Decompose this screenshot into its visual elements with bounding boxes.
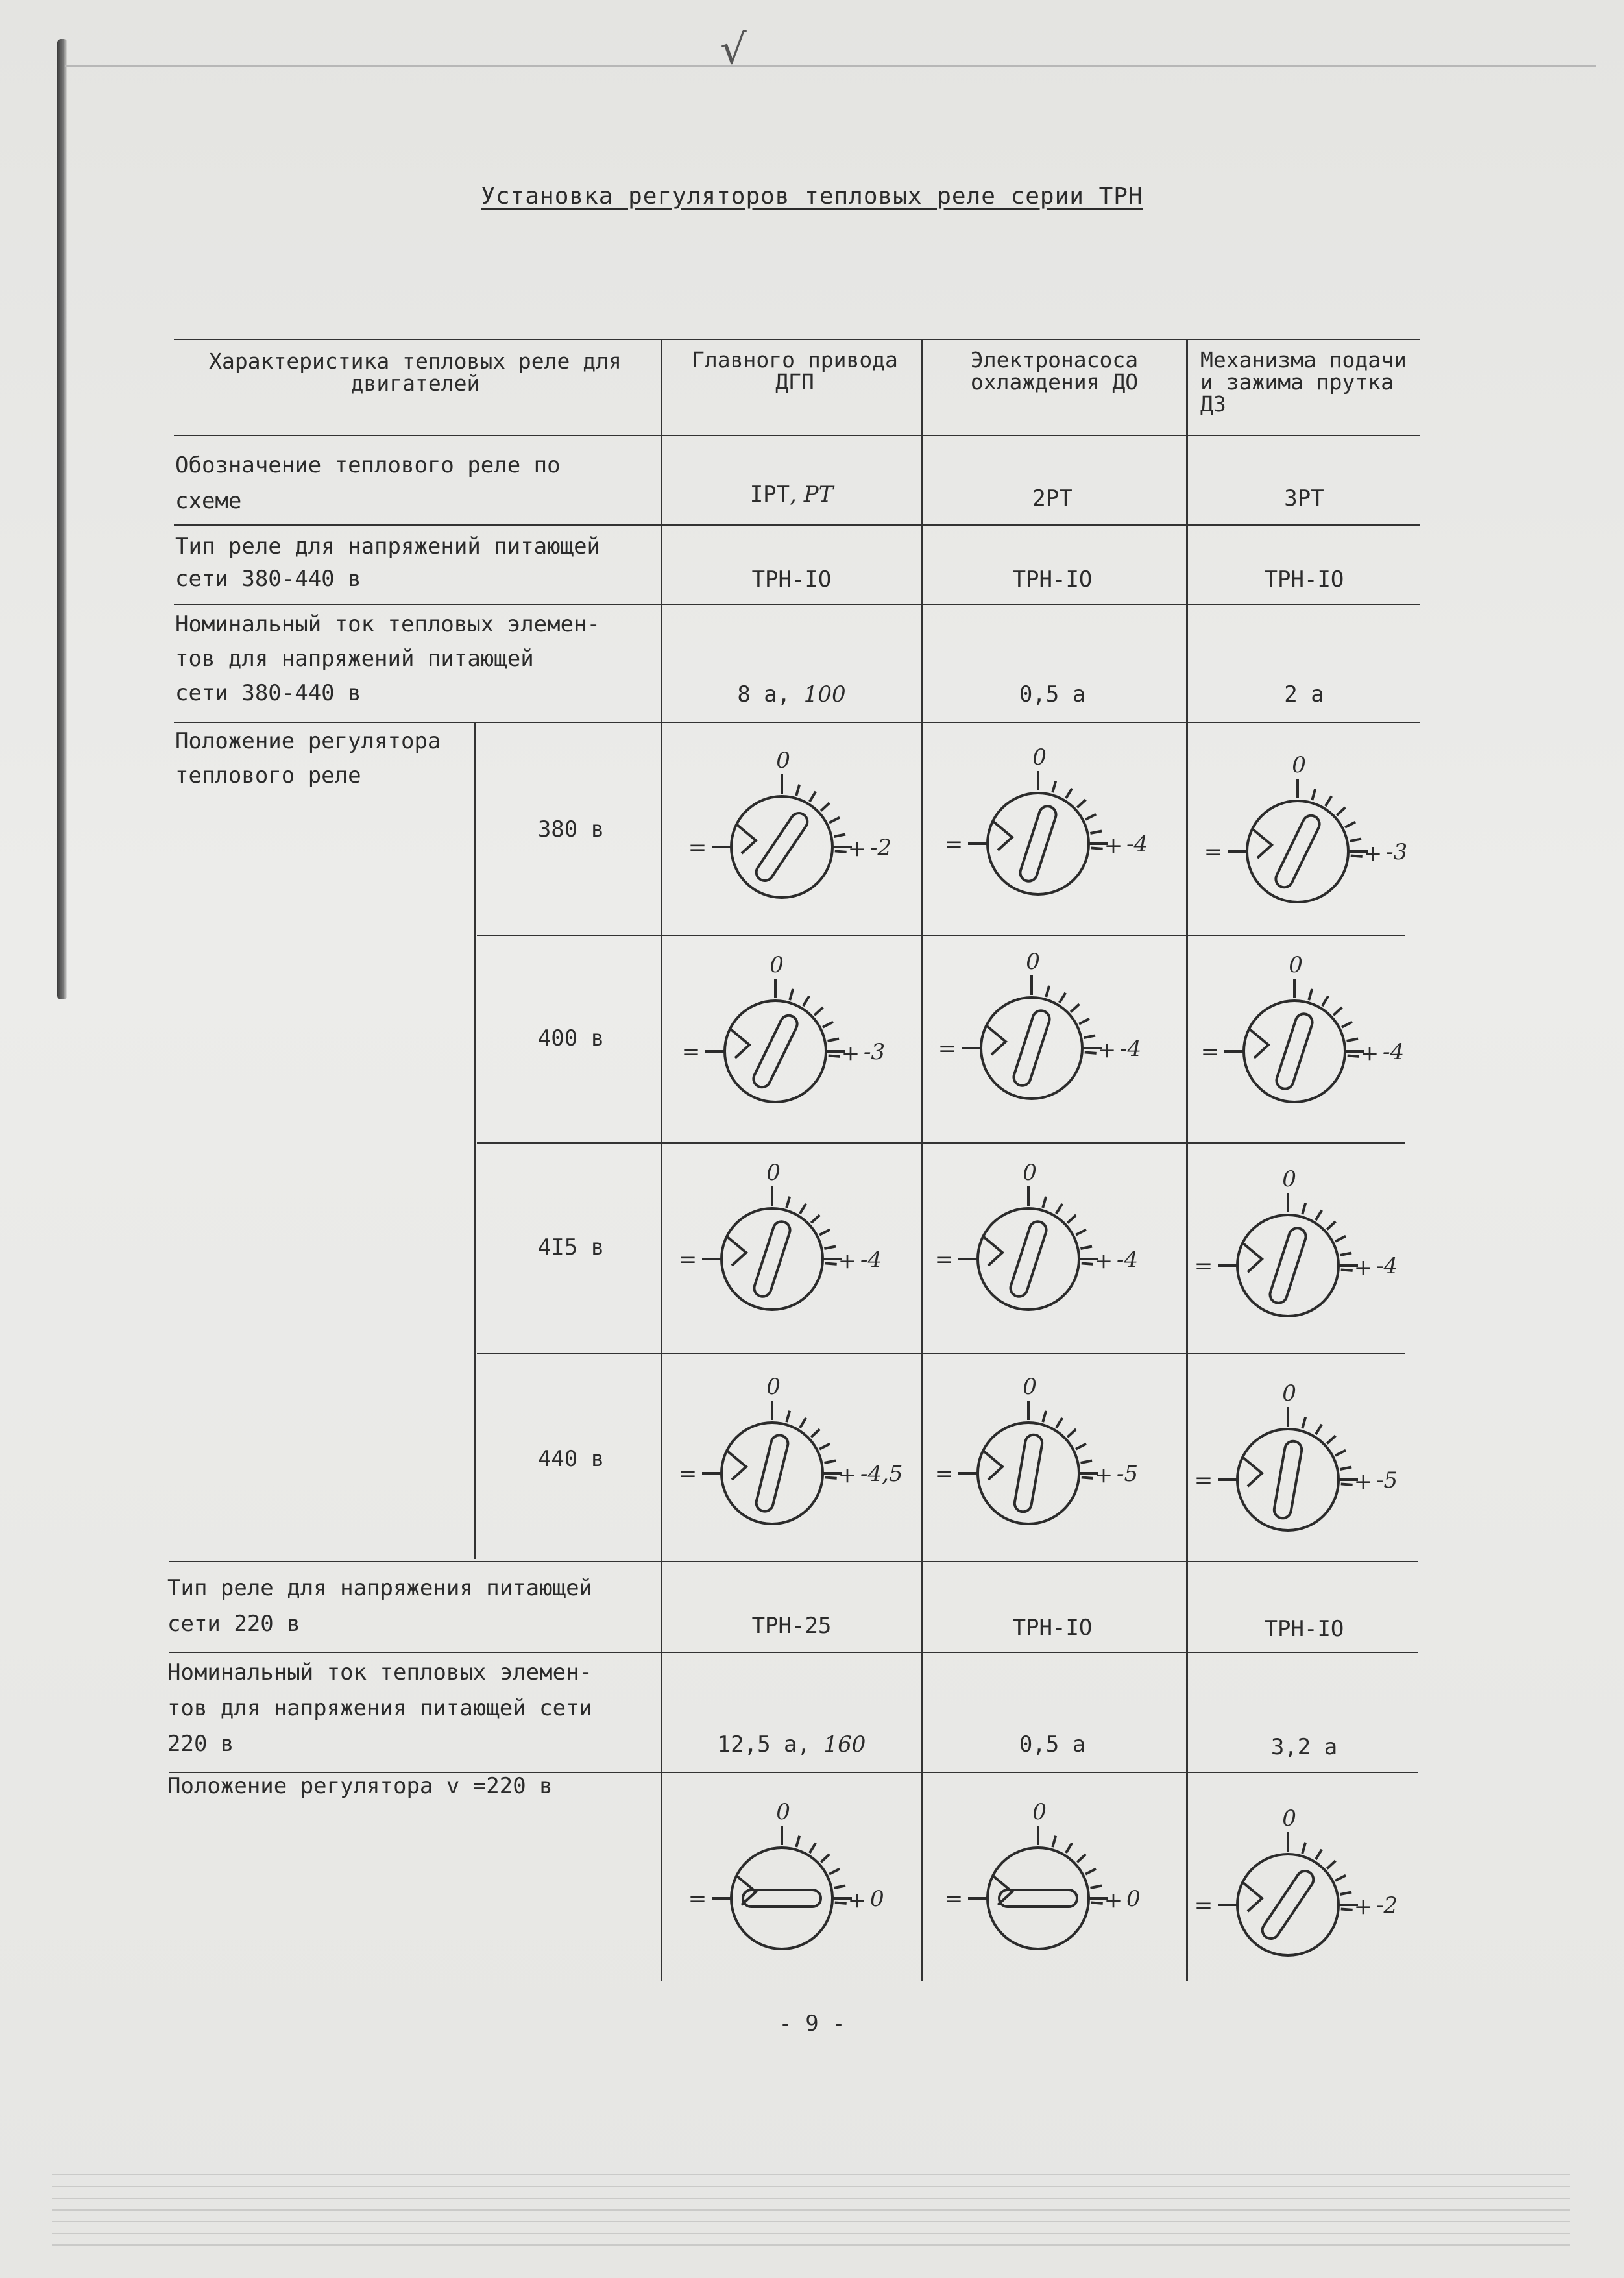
dial-notch bbox=[727, 1451, 746, 1480]
dial-minus-label: = bbox=[934, 1247, 954, 1273]
dial-tick bbox=[1327, 1221, 1335, 1229]
dial-plus-label: + bbox=[1353, 1255, 1373, 1280]
dial-minus-label: = bbox=[1194, 1467, 1213, 1493]
row-current220-label-3: 220 в bbox=[167, 1731, 234, 1757]
current220-main: 12,5 а, 160 bbox=[717, 1732, 866, 1757]
corner-check-mark: √ bbox=[720, 26, 747, 74]
regulator-dial bbox=[1184, 944, 1405, 1139]
dial-minus-label: = bbox=[1194, 1892, 1213, 1918]
header-feed-mechanism: Механизма подачи и зажима прутка ДЗ bbox=[1200, 347, 1407, 417]
dial-circle bbox=[721, 1208, 823, 1310]
regulator-dial bbox=[1178, 1373, 1398, 1567]
dial-plus-label: + bbox=[847, 836, 867, 862]
dial-knob-slot bbox=[755, 1434, 790, 1513]
dial-setting-label: -4 bbox=[860, 1247, 882, 1273]
dial-tick bbox=[1067, 1215, 1076, 1223]
dial-tick bbox=[824, 1246, 836, 1249]
type380-main: ТРН-IO bbox=[751, 567, 832, 593]
dial-tick bbox=[1090, 831, 1102, 833]
dial-tick bbox=[1082, 1263, 1093, 1264]
dial-zero-label: 0 bbox=[776, 1799, 790, 1825]
dial-tick bbox=[796, 785, 799, 796]
dial-tick bbox=[819, 1230, 830, 1235]
regulator-dial bbox=[928, 737, 1148, 931]
scan-top-line bbox=[65, 65, 1596, 67]
dial-zero-label: 0 bbox=[1289, 952, 1303, 978]
dial-tick bbox=[1333, 1007, 1342, 1015]
current380-feed: 2 а bbox=[1284, 681, 1324, 707]
dial-zero-label: 0 bbox=[770, 952, 784, 978]
current220-coolant: 0,5 а bbox=[1019, 1732, 1086, 1757]
current380-main: 8 а, 100 bbox=[737, 681, 846, 707]
type220-feed: ТРН-IO bbox=[1264, 1616, 1344, 1642]
regulator-dial bbox=[921, 941, 1142, 1136]
dial-setting-label: -4 bbox=[1126, 831, 1148, 857]
header-characteristic: Характеристика тепловых реле для двигателей bbox=[209, 349, 622, 396]
dial-minus-label: = bbox=[678, 1461, 697, 1487]
dial-knob-slot bbox=[1013, 1434, 1043, 1513]
dial-tick bbox=[1091, 1902, 1103, 1903]
dial-notch bbox=[983, 1451, 1002, 1480]
dial-knob-slot bbox=[1018, 804, 1058, 883]
row-regulator-label-1: Положение регулятора bbox=[175, 728, 441, 754]
dial-setting-label: -2 bbox=[1376, 1892, 1398, 1918]
dial-plus-label: + bbox=[838, 1462, 857, 1488]
dial-tick bbox=[800, 1418, 806, 1428]
row-type220-label-1: Тип реле для напряжения питающей bbox=[167, 1575, 593, 1601]
dial-tick bbox=[1076, 1230, 1086, 1235]
dial-tick bbox=[810, 792, 816, 802]
dial-tick bbox=[1335, 1451, 1346, 1456]
page-number: - 9 - bbox=[779, 2011, 845, 2037]
regulator-dial bbox=[918, 1152, 1139, 1347]
row-regulator220-label: Положение регулятора v =220 в bbox=[167, 1773, 553, 1799]
regulator-dial bbox=[1178, 1798, 1398, 1992]
dial-tick bbox=[1085, 1052, 1097, 1053]
designation-main: IPT, РТ bbox=[749, 482, 834, 508]
dial-knob-slot bbox=[1273, 1440, 1303, 1520]
dial-tick bbox=[835, 1902, 847, 1903]
row-regulator-label-2: теплового реле bbox=[175, 763, 361, 789]
dial-zero-label: 0 bbox=[1292, 752, 1306, 778]
dial-knob-slot bbox=[1259, 1868, 1317, 1942]
dial-zero-label: 0 bbox=[1032, 1799, 1047, 1825]
dial-minus-label: = bbox=[1200, 1039, 1220, 1065]
row-current220-label-1: Номинальный ток тепловых элемен- bbox=[167, 1660, 593, 1685]
dial-tick bbox=[1348, 1055, 1359, 1056]
dial-plus-label: + bbox=[847, 1887, 867, 1913]
dial-knob-slot bbox=[1268, 1226, 1308, 1305]
dial-notch bbox=[730, 1029, 749, 1058]
dial-plus-label: + bbox=[1094, 1248, 1113, 1274]
dial-tick bbox=[1340, 1253, 1351, 1255]
dial-tick bbox=[1043, 1197, 1046, 1208]
current220-feed: 3,2 а bbox=[1270, 1734, 1338, 1760]
dial-tick bbox=[1327, 1861, 1335, 1868]
dial-tick bbox=[1335, 1236, 1346, 1242]
dial-tick bbox=[786, 1411, 790, 1422]
dial-tick bbox=[1071, 1004, 1079, 1012]
regulator-dial bbox=[662, 1152, 882, 1347]
dial-tick bbox=[1342, 1022, 1352, 1027]
dial-tick bbox=[1350, 839, 1361, 841]
dial-tick bbox=[1327, 1436, 1335, 1443]
dial-setting-label: -5 bbox=[1376, 1467, 1398, 1493]
dial-tick bbox=[829, 818, 840, 823]
dial-tick bbox=[1067, 1429, 1076, 1437]
dial-zero-label: 0 bbox=[766, 1160, 781, 1186]
dial-tick bbox=[1077, 1854, 1085, 1862]
dial-tick bbox=[1043, 1411, 1046, 1422]
dial-tick bbox=[790, 989, 793, 1000]
dial-circle bbox=[981, 998, 1082, 1099]
dial-tick bbox=[1316, 1210, 1322, 1220]
dial-knob-slot bbox=[752, 1219, 792, 1299]
designation-coolant: 2РТ bbox=[1032, 485, 1073, 511]
dial-tick bbox=[810, 1843, 816, 1853]
dial-tick bbox=[1080, 1246, 1092, 1249]
dial-setting-label: -4,5 bbox=[860, 1461, 903, 1487]
dial-minus-label: = bbox=[681, 1039, 701, 1065]
type220-main: ТРН-25 bbox=[751, 1613, 832, 1639]
dial-notch bbox=[983, 1236, 1002, 1266]
dial-tick bbox=[1337, 807, 1345, 815]
dial-tick bbox=[1079, 1019, 1089, 1024]
dial-tick bbox=[1046, 986, 1049, 997]
dial-zero-label: 0 bbox=[1023, 1374, 1037, 1400]
dial-setting-label: -4 bbox=[1117, 1247, 1139, 1273]
dial-setting-label: 0 bbox=[1126, 1886, 1141, 1912]
dial-setting-label: 0 bbox=[870, 1886, 884, 1912]
dial-zero-label: 0 bbox=[766, 1374, 781, 1400]
dial-circle bbox=[978, 1208, 1079, 1310]
dial-setting-label: -4 bbox=[1120, 1036, 1142, 1062]
dial-minus-label: = bbox=[944, 1886, 963, 1912]
dial-tick bbox=[1084, 1035, 1095, 1038]
dial-knob-slot bbox=[1273, 813, 1322, 890]
row-designation-label-1: Обозначение теплового реле по bbox=[175, 452, 561, 478]
dial-tick bbox=[1080, 1460, 1092, 1463]
voltage-400: 400 в bbox=[537, 1025, 605, 1051]
dial-tick bbox=[1346, 1038, 1358, 1041]
scan-bottom-artifacts bbox=[52, 2174, 1570, 2252]
regulator-dial bbox=[672, 1791, 892, 1986]
dial-tick bbox=[1351, 855, 1363, 856]
dial-minus-label: = bbox=[688, 1886, 707, 1912]
dial-minus-label: = bbox=[1204, 839, 1223, 865]
dial-tick bbox=[827, 1038, 839, 1041]
dial-circle bbox=[731, 796, 832, 898]
dial-tick bbox=[1052, 1836, 1056, 1847]
dial-plus-label: + bbox=[1104, 1887, 1123, 1913]
dial-tick bbox=[1326, 796, 1331, 806]
dial-tick bbox=[825, 1477, 837, 1478]
dial-zero-label: 0 bbox=[1026, 949, 1040, 975]
dial-tick bbox=[821, 1854, 829, 1862]
dial-setting-label: -5 bbox=[1117, 1461, 1139, 1487]
dial-tick bbox=[1085, 1869, 1096, 1874]
row-type220-label-2: сети 220 в bbox=[167, 1611, 300, 1637]
dial-tick bbox=[821, 803, 829, 811]
dial-circle bbox=[1247, 801, 1348, 902]
dial-knob-slot bbox=[1274, 1012, 1315, 1091]
dial-minus-label: = bbox=[678, 1247, 697, 1273]
dial-tick bbox=[1335, 1876, 1346, 1881]
dial-circle bbox=[988, 1848, 1089, 1949]
dial-tick bbox=[1341, 1269, 1353, 1270]
regulator-dial bbox=[928, 1791, 1148, 1986]
dial-tick bbox=[1302, 1843, 1305, 1854]
dial-setting-label: -4 bbox=[1383, 1039, 1405, 1065]
dial-tick bbox=[819, 1444, 830, 1449]
dial-tick bbox=[825, 1263, 837, 1264]
dial-notch bbox=[736, 824, 756, 853]
dial-circle bbox=[988, 793, 1089, 894]
dial-notch bbox=[1242, 1243, 1262, 1272]
type220-coolant: ТРН-IO bbox=[1012, 1615, 1093, 1641]
row-designation-label-2: схеме bbox=[175, 488, 242, 514]
dial-zero-label: 0 bbox=[776, 748, 790, 774]
dial-plus-label: + bbox=[1353, 1894, 1373, 1920]
voltage-440: 440 в bbox=[537, 1446, 605, 1472]
dial-notch bbox=[1242, 1882, 1262, 1911]
header-coolant-pump: Электронасоса охлаждения ДО bbox=[970, 347, 1139, 395]
dial-tick bbox=[1316, 1850, 1322, 1859]
dial-zero-label: 0 bbox=[1282, 1806, 1296, 1831]
dial-plus-label: + bbox=[1363, 840, 1383, 866]
dial-setting-label: -3 bbox=[864, 1039, 886, 1065]
dial-minus-label: = bbox=[938, 1036, 957, 1062]
dial-tick bbox=[829, 1869, 840, 1874]
regulator-dial bbox=[918, 1366, 1139, 1561]
dial-knob-slot bbox=[753, 810, 811, 884]
dial-tick bbox=[1056, 1204, 1062, 1214]
dial-zero-label: 0 bbox=[1282, 1380, 1296, 1406]
dial-tick bbox=[1302, 1203, 1305, 1214]
dial-plus-label: + bbox=[838, 1248, 857, 1274]
dial-tick bbox=[1077, 800, 1085, 807]
dial-plus-label: + bbox=[1097, 1037, 1117, 1063]
dial-circle bbox=[1244, 1001, 1345, 1102]
regulator-dial bbox=[1178, 1158, 1398, 1353]
dial-notch bbox=[1249, 1029, 1268, 1058]
dial-tick bbox=[1076, 1444, 1086, 1449]
dial-knob-slot bbox=[1008, 1219, 1048, 1299]
dial-tick bbox=[1066, 1843, 1072, 1853]
regulator-dial bbox=[662, 1366, 903, 1561]
dial-setting-label: -4 bbox=[1376, 1253, 1398, 1279]
type380-coolant: ТРН-IO bbox=[1012, 567, 1093, 593]
dial-tick bbox=[1056, 1418, 1062, 1428]
dial-setting-label: -2 bbox=[870, 835, 892, 861]
dial-tick bbox=[814, 1007, 823, 1015]
dial-plus-label: + bbox=[1360, 1040, 1379, 1066]
dial-plus-label: + bbox=[1104, 833, 1123, 859]
dial-tick bbox=[786, 1197, 790, 1208]
dial-circle bbox=[725, 1001, 826, 1102]
dial-tick bbox=[1066, 789, 1072, 798]
dial-notch bbox=[1252, 829, 1272, 858]
dial-setting-label: -3 bbox=[1386, 839, 1408, 865]
dial-tick bbox=[1312, 789, 1315, 800]
dial-tick bbox=[824, 1460, 836, 1463]
dial-tick bbox=[811, 1429, 819, 1437]
dial-plus-label: + bbox=[1094, 1462, 1113, 1488]
row-type380-label-1: Тип реле для напряжений питающей bbox=[175, 533, 601, 559]
dial-notch bbox=[986, 1025, 1006, 1055]
dial-notch bbox=[993, 821, 1012, 850]
voltage-415: 4I5 в bbox=[537, 1234, 605, 1260]
dial-zero-label: 0 bbox=[1023, 1160, 1037, 1186]
dial-tick bbox=[1322, 996, 1328, 1006]
row-current220-label-2: тов для напряжения питающей сети bbox=[167, 1695, 593, 1721]
row-current380-label-1: Номинальный ток тепловых элемен- bbox=[175, 611, 601, 637]
dial-knob-slot bbox=[1012, 1009, 1052, 1088]
dial-tick bbox=[829, 1055, 840, 1056]
dial-tick bbox=[800, 1204, 806, 1214]
dial-tick bbox=[1316, 1425, 1322, 1434]
current380-coolant: 0,5 а bbox=[1019, 681, 1086, 707]
dial-circle bbox=[1237, 1854, 1339, 1955]
page-title: Установка регуляторов тепловых реле серии ТРН bbox=[481, 183, 1143, 210]
dial-tick bbox=[1340, 1892, 1351, 1894]
type380-feed: ТРН-IO bbox=[1264, 567, 1344, 593]
dial-tick bbox=[1090, 1885, 1102, 1888]
designation-feed: 3РТ bbox=[1284, 485, 1324, 511]
dial-tick bbox=[1302, 1417, 1305, 1428]
regulator-dial bbox=[1187, 744, 1408, 939]
dial-tick bbox=[1052, 781, 1056, 792]
dial-zero-label: 0 bbox=[1282, 1166, 1296, 1192]
dial-plus-label: + bbox=[1353, 1469, 1373, 1495]
dial-minus-label: = bbox=[1194, 1253, 1213, 1279]
dial-tick bbox=[1085, 814, 1096, 820]
dial-minus-label: = bbox=[944, 831, 963, 857]
dial-notch bbox=[1242, 1457, 1262, 1486]
dial-tick bbox=[1309, 989, 1312, 1000]
dial-tick bbox=[834, 1885, 845, 1888]
dial-circle bbox=[1237, 1215, 1339, 1316]
dial-knob-slot bbox=[751, 1012, 800, 1090]
dial-tick bbox=[803, 996, 809, 1006]
dial-tick bbox=[1082, 1477, 1093, 1478]
regulator-dial bbox=[665, 944, 886, 1139]
dial-minus-label: = bbox=[934, 1461, 954, 1487]
dial-tick bbox=[1340, 1467, 1351, 1469]
dial-circle bbox=[731, 1848, 832, 1949]
row-type380-label-2: сети 380-440 в bbox=[175, 566, 361, 592]
voltage-380: 380 в bbox=[537, 816, 605, 842]
header-main-drive: Главного привода ДГП bbox=[692, 347, 898, 395]
dial-tick bbox=[823, 1022, 833, 1027]
dial-zero-label: 0 bbox=[1032, 744, 1047, 770]
dial-tick bbox=[1060, 993, 1065, 1003]
dial-tick bbox=[811, 1215, 819, 1223]
dial-notch bbox=[727, 1236, 746, 1266]
dial-tick bbox=[834, 834, 845, 837]
dial-tick bbox=[1345, 822, 1355, 827]
dial-minus-label: = bbox=[688, 835, 707, 861]
regulator-dial bbox=[672, 740, 892, 935]
row-current380-label-3: сети 380-440 в bbox=[175, 680, 361, 706]
dial-plus-label: + bbox=[841, 1040, 860, 1066]
dial-tick bbox=[796, 1836, 799, 1847]
row-current380-label-2: тов для напряжений питающей bbox=[175, 646, 534, 672]
